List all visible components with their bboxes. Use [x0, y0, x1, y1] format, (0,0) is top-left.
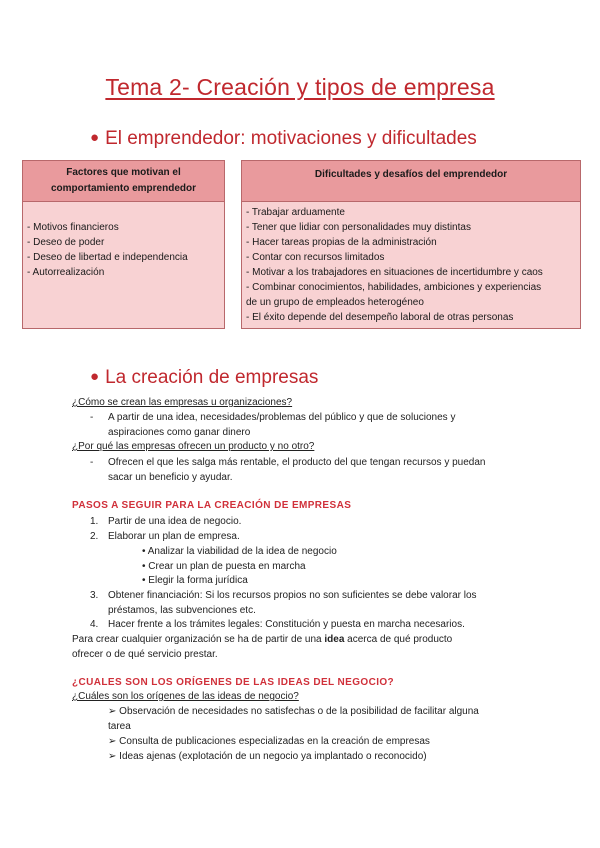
substep-text: Crear un plan de puesta en marcha [148, 561, 306, 572]
section-heading-creacion [90, 367, 318, 389]
step-line: préstamos, las subvenciones etc. [108, 604, 256, 616]
answer-line: aspiraciones como ganar dinero [108, 426, 251, 438]
question-por-que: ¿Por qué las empresas ofrecen un producto y no otro? [72, 441, 315, 452]
origin-item [108, 735, 430, 750]
substep [142, 545, 337, 560]
page-title: Tema 2- Creación y tipos de empresa [105, 74, 495, 100]
list-item: - El éxito depende del desempeño laboral de otras personas [246, 312, 514, 323]
difficulties-box-body [241, 202, 581, 329]
section-heading-text: La creación de empresas [105, 367, 319, 388]
steps-title: PASOS A SEGUIR PARA LA CREACIÓN DE EMPRESAS [72, 500, 352, 511]
list-item: - Deseo de libertad e independencia [27, 252, 188, 263]
difficulties-header-text: Dificultades y desafíos del emprendedor [314, 169, 508, 180]
para-text: Para crear cualquier organización se ha de partir de una [72, 634, 325, 645]
arrow-icon: ➢ [108, 706, 117, 717]
list-item: - Hacer tareas propias de la administración [246, 237, 437, 248]
answer-line: A partir de una idea, necesidades/problemas del público y que de soluciones y [108, 412, 456, 423]
bullet-icon: ● [90, 368, 100, 385]
step-number: 3. [90, 590, 99, 601]
factors-box-header [22, 160, 225, 202]
answer-line: sacar un beneficio y ayudar. [108, 471, 233, 483]
origins-question: ¿Cuáles son los orígenes de las ideas de negocio? [72, 691, 299, 702]
arrow-icon: ➢ [108, 736, 117, 747]
step-number: 4. [90, 619, 99, 630]
step-text [108, 589, 477, 619]
origin-text: Consulta de publicaciones especializadas en la creación de empresas [119, 736, 430, 747]
substep-text: Analizar la viabilidad de la idea de negocio [147, 546, 337, 557]
substep-text: Elegir la forma jurídica [148, 575, 248, 586]
dash-marker: - [90, 412, 94, 423]
origins-title: ¿CUALES SON LOS ORÍGENES DE LAS IDEAS DEL NEGOCIO? [72, 677, 395, 688]
origin-item [108, 705, 479, 735]
bullet-icon: ● [90, 129, 100, 146]
origin-text: tarea [108, 720, 131, 732]
para-text: acerca de qué producto [344, 634, 453, 645]
origin-text: Ideas ajenas (explotación de un negocio ya implantado o reconocido) [119, 751, 427, 762]
answer-line: Ofrecen el que les salga más rentable, el producto del que tengan recursos y puedan [108, 457, 486, 468]
factors-header-line: Factores que motivan el [66, 167, 181, 178]
origin-text: Observación de necesidades no satisfechas o de la posibilidad de facilitar alguna [119, 706, 479, 717]
list-item: - Deseo de poder [27, 237, 105, 248]
substep [142, 574, 248, 589]
step-line: Obtener financiación: Si los recursos propios no son suficientes se debe valorar los [108, 590, 477, 601]
list-item: - Motivar a los trabajadores en situaciones de incertidumbre y caos [246, 267, 543, 278]
list-item: - Tener que lidiar con personalidades muy distintas [246, 222, 471, 233]
list-item: - Motivos financieros [27, 222, 119, 233]
section-heading-text: El emprendedor: motivaciones y dificultades [105, 128, 477, 149]
factors-header-line: comportamiento emprendedor [50, 183, 197, 194]
list-item: - Trabajar arduamente [246, 207, 345, 218]
sub-bullet-icon: • [142, 561, 146, 572]
list-item: - Combinar conocimientos, habilidades, ambiciones y experiencias [246, 282, 542, 293]
step-text: Elaborar un plan de empresa. [108, 531, 240, 542]
step-text: Partir de una idea de negocio. [108, 516, 242, 527]
factors-box-body [22, 202, 225, 329]
answer-como [108, 411, 455, 440]
sub-bullet-icon: • [142, 575, 146, 586]
para-line: ofrecer o de qué servicio prestar. [72, 648, 218, 660]
step-number: 2. [90, 531, 99, 542]
section-heading-emprendedor [90, 128, 477, 150]
dash-marker: - [90, 457, 94, 468]
answer-por-que [108, 456, 485, 485]
question-como: ¿Cómo se crean las empresas u organizaciones? [72, 397, 293, 408]
origin-item [108, 750, 427, 765]
sub-bullet-icon: • [142, 546, 146, 557]
step-text: Hacer frente a los trámites legales: Constitución y puesta en marcha necesarios. [108, 619, 465, 630]
para-bold: idea [324, 634, 345, 645]
idea-paragraph [72, 633, 452, 663]
list-item: de un grupo de empleados heterogéneo [246, 297, 424, 308]
list-item: - Contar con recursos limitados [246, 252, 385, 263]
substep [142, 560, 306, 575]
arrow-icon: ➢ [108, 751, 117, 762]
difficulties-box-header [241, 160, 581, 202]
step-number: 1. [90, 516, 99, 527]
list-item: - Autorrealización [27, 267, 105, 278]
